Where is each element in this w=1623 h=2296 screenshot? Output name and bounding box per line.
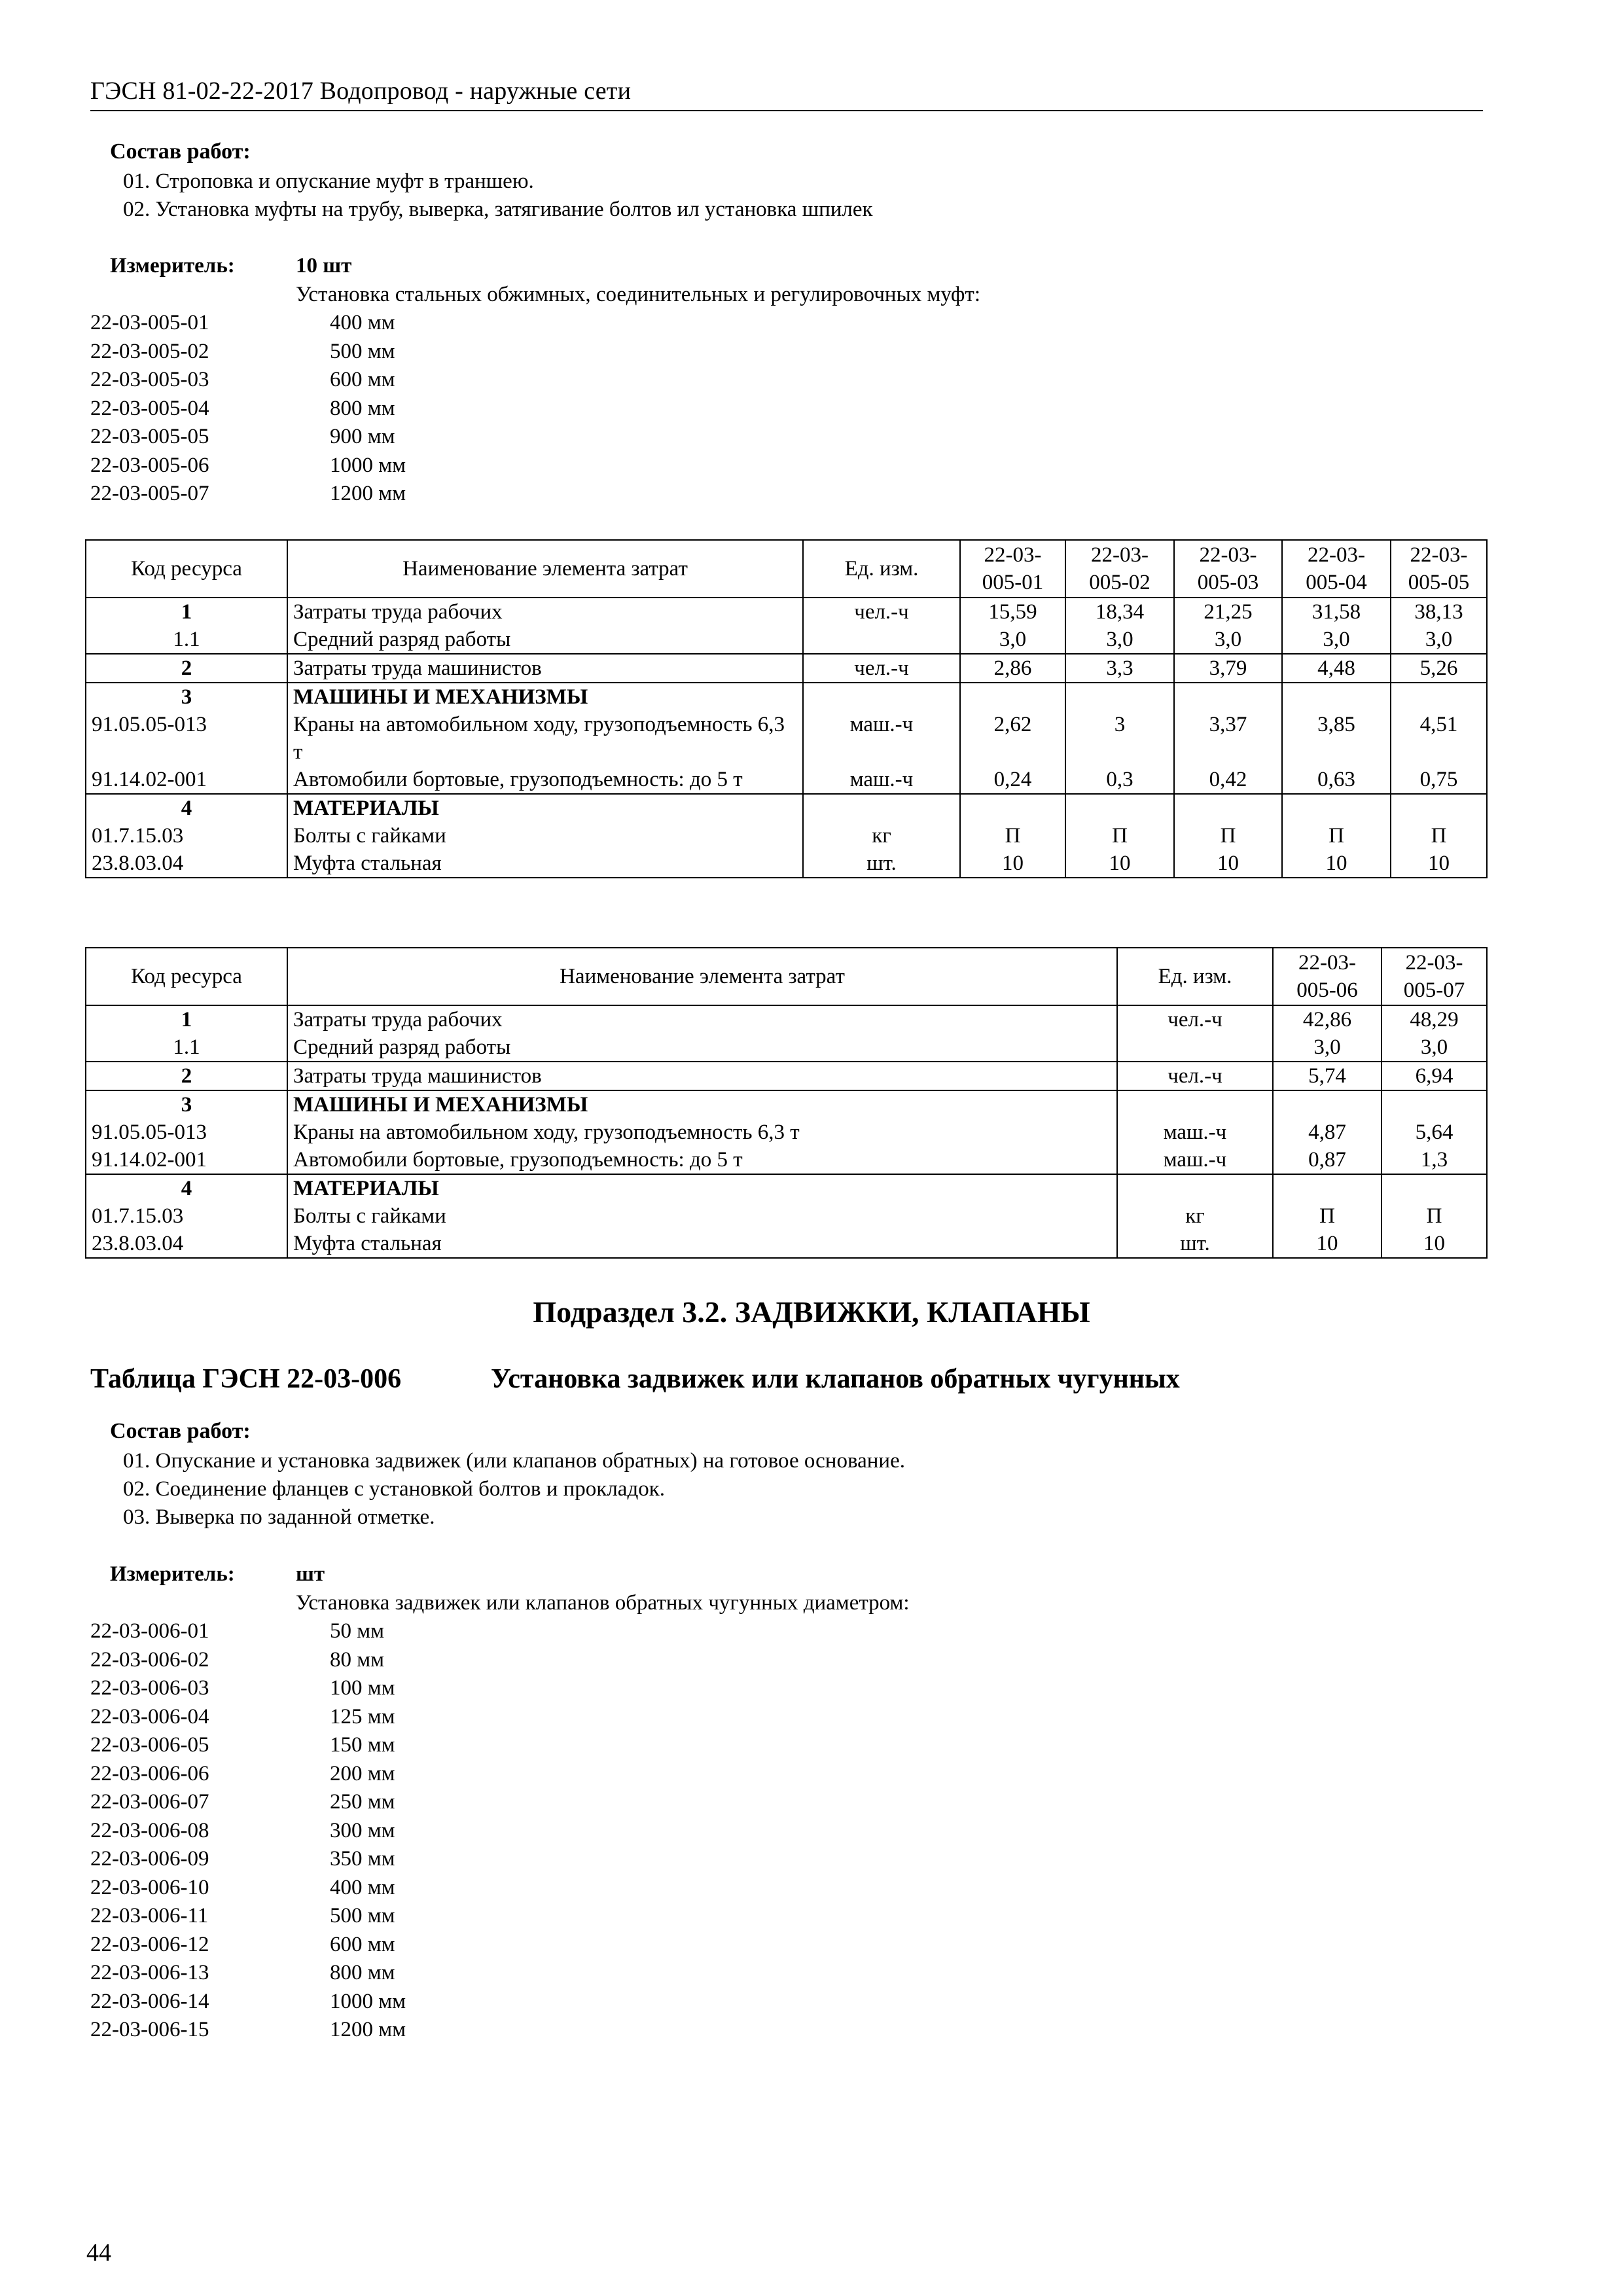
norm-value: 10 — [1273, 1230, 1382, 1258]
meter-item-text: 800 мм — [330, 1961, 395, 1984]
meter-item-code: 22-03-006-02 — [90, 1647, 209, 1672]
resource-group-name: МАТЕРИАЛЫ — [287, 794, 803, 822]
meter-item-text: 125 мм — [330, 1704, 395, 1729]
meter-item-code: 22-03-006-14 — [90, 1989, 209, 2013]
meter-item — [90, 1874, 1334, 1903]
meter-item-code: 22-03-006-11 — [90, 1904, 209, 1928]
norm-value: П — [1282, 822, 1391, 850]
norm-value: 2,62 — [960, 711, 1065, 766]
meter-item-code: 22-03-005-02 — [90, 339, 209, 363]
meter-item-text: 1000 мм — [330, 1989, 406, 2013]
meter-item — [90, 1731, 1334, 1760]
norm-value: 3,0 — [1382, 1033, 1487, 1062]
resource-unit: чел.-ч — [803, 598, 960, 626]
resource-name: Муфта стальная — [287, 1230, 1117, 1258]
meter-item — [90, 1845, 1334, 1874]
resource-name: Затраты труда машинистов — [287, 1062, 1117, 1090]
table-name: Установка задвижек или клапанов обратных чугунных — [491, 1364, 1180, 1394]
meter-item-code: 22-03-005-01 — [90, 311, 209, 334]
meter-item-code: 22-03-006-08 — [90, 1818, 209, 1842]
norm-value: 3,0 — [1273, 1033, 1382, 1062]
resource-name: Средний разряд работы — [287, 626, 803, 654]
table-row — [86, 1119, 1487, 1146]
meter-item — [90, 366, 1334, 395]
meter-item-text: 100 мм — [330, 1676, 395, 1700]
norm-value — [1065, 683, 1174, 711]
meter-item — [90, 1788, 1334, 1817]
col-header-name: Наименование элемента затрат — [287, 948, 1117, 1005]
header-rule — [90, 110, 1483, 111]
norm-value: 1,3 — [1382, 1146, 1487, 1174]
resource-name: Средний разряд работы — [287, 1033, 1117, 1062]
norm-value: 3,0 — [1065, 626, 1174, 654]
col-header-norm: 22-03- 005-06 — [1273, 948, 1382, 1005]
table-row — [86, 1005, 1487, 1033]
norm-value — [1382, 1090, 1487, 1119]
norm-value: 4,51 — [1391, 711, 1487, 766]
norm-value: 3,0 — [1282, 626, 1391, 654]
resource-name: Затраты труда рабочих — [287, 598, 803, 626]
resource-unit — [1117, 1174, 1273, 1202]
meter-item-code: 22-03-005-05 — [90, 425, 209, 448]
table-row — [86, 1230, 1487, 1258]
norm-value: 5,74 — [1273, 1062, 1382, 1090]
table-row — [86, 794, 1487, 822]
meter-item — [90, 1931, 1334, 1960]
meter-item — [90, 338, 1334, 367]
norm-value: П — [1391, 822, 1487, 850]
table-row — [86, 711, 1487, 766]
meter-item-text: 500 мм — [330, 1904, 395, 1928]
meter-item — [90, 1674, 1334, 1703]
norm-value: 6,94 — [1382, 1062, 1487, 1090]
resource-name: Муфта стальная — [287, 850, 803, 878]
resource-group-name: МАШИНЫ И МЕХАНИЗМЫ — [287, 1090, 1117, 1119]
meter-item-text: 900 мм — [330, 425, 395, 448]
norm-value — [1174, 794, 1282, 822]
resource-code: 1.1 — [86, 626, 287, 654]
resource-unit — [1117, 1033, 1273, 1062]
meter-item-text: 600 мм — [330, 368, 395, 391]
norm-value: 0,24 — [960, 766, 1065, 794]
resource-name: Затраты труда рабочих — [287, 1005, 1117, 1033]
table-row — [86, 1090, 1487, 1119]
meter-label: Измеритель: — [110, 1562, 235, 1586]
resource-unit — [803, 794, 960, 822]
meter-item-code: 22-03-005-04 — [90, 396, 209, 420]
norm-value: П — [1273, 1202, 1382, 1230]
running-header: ГЭСН 81-02-22-2017 Водопровод - наружные сети — [90, 77, 632, 105]
table-row — [86, 683, 1487, 711]
meter-item — [90, 1902, 1334, 1931]
table-row — [86, 598, 1487, 626]
table-row — [86, 850, 1487, 878]
meter-item-text: 350 мм — [330, 1847, 395, 1871]
norm-value: 42,86 — [1273, 1005, 1382, 1033]
table-row — [86, 1033, 1487, 1062]
table-row — [86, 1202, 1487, 1230]
meter-item — [90, 1817, 1334, 1846]
meter-item-text: 150 мм — [330, 1733, 395, 1757]
col-header-code: Код ресурса — [86, 948, 287, 1005]
norm-value: 0,3 — [1065, 766, 1174, 794]
resource-unit: чел.-ч — [1117, 1005, 1273, 1033]
norm-value: П — [960, 822, 1065, 850]
norm-value: 10 — [1382, 1230, 1487, 1258]
norm-value: 3,79 — [1174, 654, 1282, 683]
resource-unit: маш.-ч — [803, 766, 960, 794]
norm-value: 48,29 — [1382, 1005, 1487, 1033]
col-header-norm: 22-03- 005-05 — [1391, 540, 1487, 598]
resource-unit: шт. — [1117, 1230, 1273, 1258]
meter-item-code: 22-03-005-07 — [90, 482, 209, 505]
resource-name: Автомобили бортовые, грузоподъемность: до 5 т — [287, 1146, 1117, 1174]
meter-item — [90, 452, 1334, 480]
meter-item-text: 300 мм — [330, 1818, 395, 1842]
meter-item — [90, 1760, 1334, 1789]
resource-group-name: МАШИНЫ И МЕХАНИЗМЫ — [287, 683, 803, 711]
col-header-name: Наименование элемента затрат — [287, 540, 803, 598]
norm-value — [1282, 683, 1391, 711]
resource-name: Краны на автомобильном ходу, грузоподъемность 6,3 т — [287, 711, 803, 766]
norm-value: 10 — [960, 850, 1065, 878]
meter-item-code: 22-03-006-12 — [90, 1932, 209, 1956]
meter-item-text: 600 мм — [330, 1932, 395, 1956]
table-row — [86, 1146, 1487, 1174]
resource-code: 01.7.15.03 — [86, 822, 287, 850]
work-item: 01. Строповка и опускание муфт в траншею. — [123, 170, 534, 193]
table-row — [86, 1062, 1487, 1090]
norm-value: 0,75 — [1391, 766, 1487, 794]
meter-item — [90, 1959, 1334, 1988]
page-number: 44 — [86, 2239, 111, 2267]
norm-value: 3 — [1065, 711, 1174, 766]
meter-item-text: 400 мм — [330, 1875, 395, 1899]
resource-unit: шт. — [803, 850, 960, 878]
resource-name: Краны на автомобильном ходу, грузоподъемность 6,3 т — [287, 1119, 1117, 1146]
norm-value: 5,26 — [1391, 654, 1487, 683]
resource-group-name: МАТЕРИАЛЫ — [287, 1174, 1117, 1202]
resource-code: 2 — [86, 1062, 287, 1090]
resource-unit: маш.-ч — [1117, 1119, 1273, 1146]
meter-item-code: 22-03-006-10 — [90, 1875, 209, 1899]
resource-unit — [803, 683, 960, 711]
norm-value: 3,0 — [1391, 626, 1487, 654]
resource-unit — [1117, 1090, 1273, 1119]
norm-value: 21,25 — [1174, 598, 1282, 626]
resource-code: 4 — [86, 1174, 287, 1202]
meter-item — [90, 1988, 1334, 2017]
resource-code: 3 — [86, 1090, 287, 1119]
meter-item — [90, 309, 1334, 338]
meter-item-text: 800 мм — [330, 396, 395, 420]
norm-value — [1391, 683, 1487, 711]
table-row — [86, 1174, 1487, 1202]
resource-name: Затраты труда машинистов — [287, 654, 803, 683]
col-header-norm: 22-03- 005-07 — [1382, 948, 1487, 1005]
meter-item — [90, 1703, 1334, 1732]
norm-value — [960, 794, 1065, 822]
meter-item-code: 22-03-006-04 — [90, 1704, 209, 1729]
resource-code: 3 — [86, 683, 287, 711]
resource-code: 2 — [86, 654, 287, 683]
meter-item-code: 22-03-006-06 — [90, 1761, 209, 1785]
resource-code: 1.1 — [86, 1033, 287, 1062]
meter-value: 10 шт — [296, 254, 352, 278]
meter-item-code: 22-03-006-03 — [90, 1676, 209, 1700]
norm-value: 18,34 — [1065, 598, 1174, 626]
resource-code: 91.05.05-013 — [86, 711, 287, 766]
resource-name: Автомобили бортовые, грузоподъемность: до 5 т — [287, 766, 803, 794]
meter-item-code: 22-03-006-05 — [90, 1733, 209, 1757]
resource-name: Болты с гайками — [287, 822, 803, 850]
col-header-unit: Ед. изм. — [803, 540, 960, 598]
norm-value: 3,0 — [960, 626, 1065, 654]
meter-label: Измеритель: — [110, 254, 235, 278]
work-item: 02. Соединение фланцев с установкой болтов и прокладок. — [123, 1477, 666, 1501]
work-composition-title: Состав работ: — [110, 1419, 251, 1443]
resource-unit — [803, 626, 960, 654]
resource-unit: чел.-ч — [1117, 1062, 1273, 1090]
table-row — [86, 626, 1487, 654]
norm-value — [960, 683, 1065, 711]
meter-item-code: 22-03-006-09 — [90, 1847, 209, 1871]
resource-code: 91.05.05-013 — [86, 1119, 287, 1146]
norm-value — [1273, 1090, 1382, 1119]
norm-value: 4,48 — [1282, 654, 1391, 683]
meter-item-text: 50 мм — [330, 1619, 385, 1643]
norm-value: 2,86 — [960, 654, 1065, 683]
meter-description: Установка стальных обжимных, соединительных и регулировочных муфт: — [296, 282, 981, 306]
col-header-code: Код ресурса — [86, 540, 287, 598]
meter-item-text: 1000 мм — [330, 453, 406, 477]
work-composition-title: Состав работ: — [110, 139, 251, 164]
resource-code: 91.14.02-001 — [86, 766, 287, 794]
resource-code: 91.14.02-001 — [86, 1146, 287, 1174]
meter-item-code: 22-03-005-03 — [90, 368, 209, 391]
col-header-norm: 22-03- 005-01 — [960, 540, 1065, 598]
norm-value: 38,13 — [1391, 598, 1487, 626]
resource-code: 23.8.03.04 — [86, 1230, 287, 1258]
meter-block — [90, 252, 1334, 509]
norm-value: 0,87 — [1273, 1146, 1382, 1174]
meter-item-text: 1200 мм — [330, 2018, 406, 2041]
meter-item-code: 22-03-006-01 — [90, 1619, 209, 1643]
norm-value: 3,37 — [1174, 711, 1282, 766]
norm-value: 0,63 — [1282, 766, 1391, 794]
resource-table-1 — [85, 539, 1488, 878]
norm-value: 4,87 — [1273, 1119, 1382, 1146]
norm-value: 31,58 — [1282, 598, 1391, 626]
resource-code: 01.7.15.03 — [86, 1202, 287, 1230]
norm-value: 0,42 — [1174, 766, 1282, 794]
meter-item-text: 200 мм — [330, 1761, 395, 1785]
norm-value — [1382, 1174, 1487, 1202]
col-header-unit: Ед. изм. — [1117, 948, 1273, 1005]
meter-block — [90, 1560, 1334, 2045]
meter-item — [90, 2016, 1334, 2045]
resource-unit: кг — [803, 822, 960, 850]
resource-code: 1 — [86, 1005, 287, 1033]
meter-item-text: 400 мм — [330, 311, 395, 334]
norm-value: П — [1065, 822, 1174, 850]
table-row — [86, 654, 1487, 683]
norm-value — [1174, 683, 1282, 711]
work-item: 02. Установка муфты на трубу, выверка, затягивание болтов ил установка шпилек — [123, 198, 873, 221]
work-item: 01. Опускание и установка задвижек (или клапанов обратных) на готовое основание. — [123, 1449, 905, 1473]
col-header-norm: 22-03- 005-03 — [1174, 540, 1282, 598]
norm-value — [1273, 1174, 1382, 1202]
norm-value: 10 — [1174, 850, 1282, 878]
meter-item-code: 22-03-006-07 — [90, 1790, 209, 1814]
norm-value: П — [1382, 1202, 1487, 1230]
norm-value: 10 — [1065, 850, 1174, 878]
norm-value: 15,59 — [960, 598, 1065, 626]
table-number: Таблица ГЭСН 22-03-006 — [90, 1364, 402, 1394]
resource-table-2 — [85, 947, 1488, 1259]
table-row — [86, 822, 1487, 850]
meter-item-text: 80 мм — [330, 1647, 385, 1672]
meter-item-text: 250 мм — [330, 1790, 395, 1814]
norm-value — [1282, 794, 1391, 822]
meter-item-code: 22-03-006-13 — [90, 1961, 209, 1984]
norm-value: 10 — [1282, 850, 1391, 878]
meter-item-code: 22-03-006-15 — [90, 2018, 209, 2041]
norm-value — [1391, 794, 1487, 822]
meter-item — [90, 423, 1334, 452]
meter-item-text: 1200 мм — [330, 482, 406, 505]
norm-value — [1065, 794, 1174, 822]
meter-item — [90, 395, 1334, 423]
meter-item — [90, 1646, 1334, 1675]
norm-value: 3,0 — [1174, 626, 1282, 654]
resource-unit: чел.-ч — [803, 654, 960, 683]
norm-value: 5,64 — [1382, 1119, 1487, 1146]
subsection-heading: Подраздел 3.2. ЗАДВИЖКИ, КЛАПАНЫ — [533, 1295, 1090, 1329]
resource-unit: маш.-ч — [803, 711, 960, 766]
norm-value: 3,3 — [1065, 654, 1174, 683]
resource-name: Болты с гайками — [287, 1202, 1117, 1230]
col-header-norm: 22-03- 005-02 — [1065, 540, 1174, 598]
meter-item-code: 22-03-005-06 — [90, 453, 209, 477]
meter-item — [90, 480, 1334, 509]
resource-code: 4 — [86, 794, 287, 822]
norm-value: П — [1174, 822, 1282, 850]
resource-unit: кг — [1117, 1202, 1273, 1230]
table-row — [86, 766, 1487, 794]
work-item: 03. Выверка по заданной отметке. — [123, 1505, 435, 1529]
meter-item-text: 500 мм — [330, 339, 395, 363]
meter-item — [90, 1617, 1334, 1646]
resource-code: 23.8.03.04 — [86, 850, 287, 878]
resource-code: 1 — [86, 598, 287, 626]
norm-value: 3,85 — [1282, 711, 1391, 766]
norm-value: 10 — [1391, 850, 1487, 878]
col-header-norm: 22-03- 005-04 — [1282, 540, 1391, 598]
meter-description: Установка задвижек или клапанов обратных чугунных диаметром: — [296, 1590, 910, 1615]
meter-value: шт — [296, 1562, 325, 1586]
resource-unit: маш.-ч — [1117, 1146, 1273, 1174]
